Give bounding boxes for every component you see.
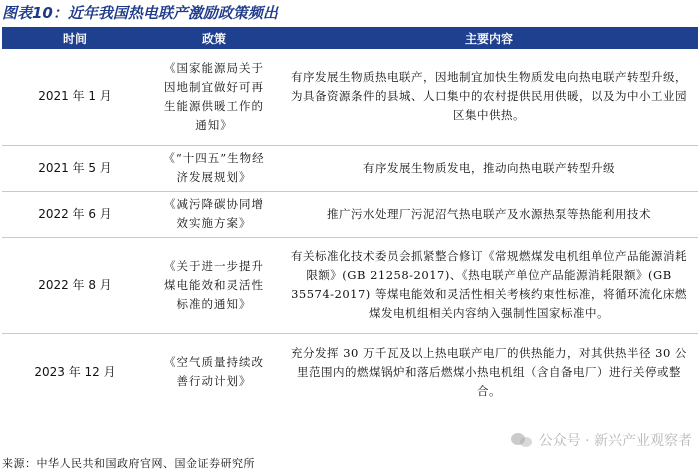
table-row — [2, 333, 698, 411]
row-time: 2023 年 12 月 — [34, 364, 116, 379]
table-row — [2, 237, 698, 333]
row-policy: 《“十四五”生物经济发展规划》 — [148, 145, 280, 191]
table-row — [2, 49, 698, 145]
row-time: 2022 年 8 月 — [2, 237, 148, 333]
watermark — [511, 429, 692, 451]
row-policy: 《关于进一步提升煤电能效和灵活性标准的通知》 — [148, 237, 280, 333]
header-policy: 政策 — [148, 27, 280, 49]
row-time: 2021 年 5 月 — [2, 145, 148, 191]
watermark-text: 公众号 · 新兴产业观察者 — [538, 433, 692, 449]
row-policy: 《减污降碳协同增效实施方案》 — [148, 191, 280, 237]
row-policy: 《空气质量持续改善行动计划》 — [164, 355, 264, 389]
figure-title: 图表10：近年我国热电联产激励政策频出 — [2, 4, 278, 22]
row-content: 充分发挥 30 万千瓦及以上热电联产电厂的供热能力，对其供热半径 30 公里范围内的燃煤锅炉和落后燃煤小热电机组（含自备电厂）进行关停或整合。 — [291, 345, 687, 398]
header-time: 时间 — [2, 27, 148, 49]
source-note: 来源：中华人民共和国政府官网、国金证券研究所 — [2, 457, 255, 470]
row-content: 推广污水处理厂污泥沼气热电联产及水源热泵等热能利用技术 — [280, 191, 698, 237]
row-time: 2022 年 6 月 — [2, 191, 148, 237]
row-content: 有序发展生物质发电，推动向热电联产转型升级 — [280, 145, 698, 191]
row-content: 有关标准化技术委员会抓紧整合修订《常规燃煤发电机组单位产品能源消耗限额》(GB 21258-2017)、《热电联产单位产品能源消耗限额》(GB 35574-2017) 等煤电能效和灵活性相关考核约束性标准，将循环流化床燃煤发电机组相关内容纳入强制性国家标准中。 — [280, 237, 698, 333]
table-row — [2, 191, 698, 237]
policy-table — [2, 27, 698, 411]
row-time: 2021 年 1 月 — [2, 49, 148, 145]
row-policy: 《国家能源局关于因地制宜做好可再生能源供暖工作的通知》 — [148, 49, 280, 145]
policy-table-wrapper — [2, 27, 698, 411]
header-content: 主要内容 — [280, 27, 698, 49]
table-row — [2, 145, 698, 191]
table-header — [2, 27, 698, 49]
wechat-icon — [511, 431, 533, 449]
row-content: 有序发展生物质热电联产，因地制宜加快生物质发电向热电联产转型升级，为具备资源条件的县城、人口集中的农村提供民用供暖，以及为中小工业园区集中供热。 — [280, 49, 698, 145]
